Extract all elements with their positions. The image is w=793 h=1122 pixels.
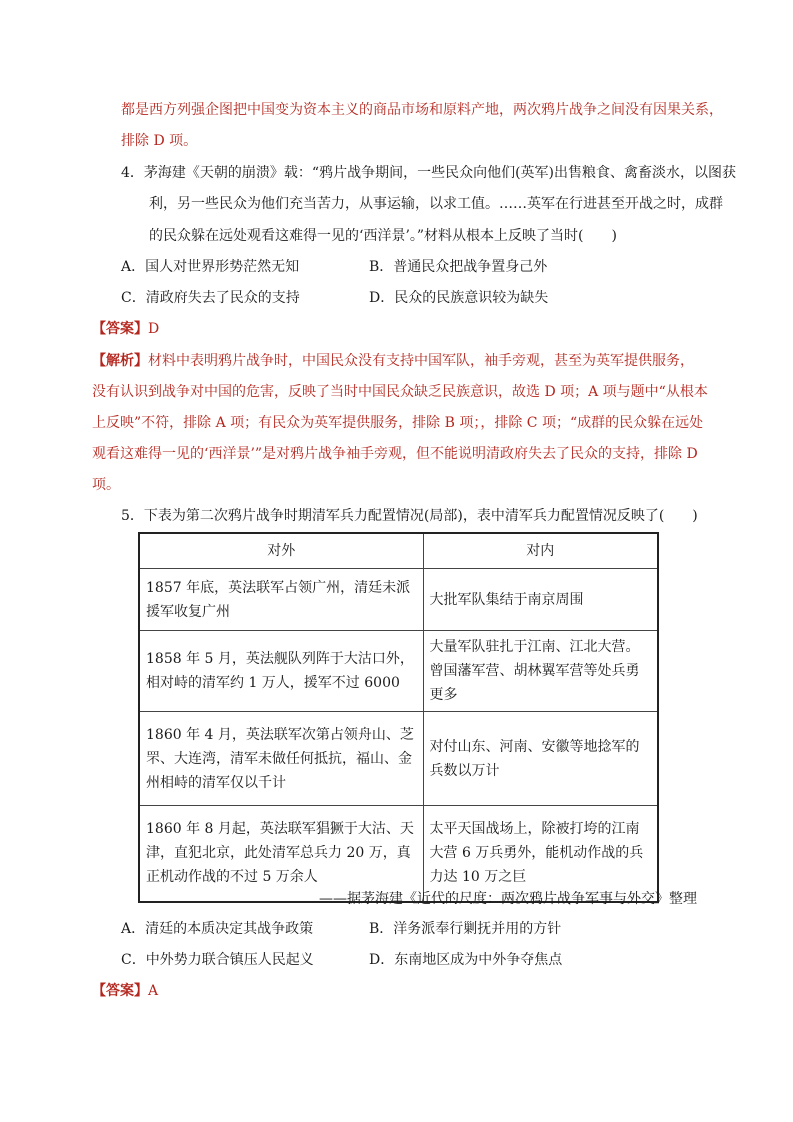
q5-option-b: B．洋务派奉行剿抚并用的方针 bbox=[369, 921, 562, 937]
q4-answer bbox=[92, 319, 159, 339]
table-row bbox=[139, 712, 658, 806]
table-header-internal: 对内 bbox=[423, 533, 658, 569]
q5-option-a: A．清廷的本质决定其战争政策 bbox=[121, 921, 314, 937]
q4-stem-line-1: 4．茅海建《天朝的崩溃》载：“鸦片战争期间，一些民众向他们(英军)出售粮食、禽畜淡水，以图获 bbox=[121, 165, 736, 181]
q5-option-d: D．东南地区成为中外争夺焦点 bbox=[369, 952, 563, 968]
table-row bbox=[139, 806, 658, 902]
q4-analysis-line-4: 观看这难得一见的‘西洋景’”是对鸦片战争袖手旁观，但不能说明清政府失去了民众的支持，排除 D bbox=[92, 446, 698, 462]
q4-analysis-line-2: 没有认识到战争对中国的危害，反映了当时中国民众缺乏民族意识，故选 D 项；A 项与题中“从根本 bbox=[92, 384, 708, 400]
q4-analysis-text-1: 材料中表明鸦片战争时，中国民众没有支持中国军队，袖手旁观，甚至为英军提供服务， bbox=[148, 353, 694, 369]
q5-stem: 5．下表为第二次鸦片战争时期清军兵力配置情况(局部)，表中清军兵力配置情况反映了( ) bbox=[121, 508, 698, 524]
q4-option-b: B．普通民众把战争置身己外 bbox=[369, 259, 548, 275]
q5-answer-label: 【答案】 bbox=[92, 983, 148, 999]
table-cell-external: 1857 年底，英法联军占领广州，清廷未派援军收复广州 bbox=[139, 569, 423, 631]
q4-stem-line-3: 的民众躲在远处观看这难得一见的‘西洋景’。”材料从根本上反映了当时( ) bbox=[149, 228, 617, 244]
q5-option-c: C．中外势力联合镇压人民起义 bbox=[121, 952, 314, 968]
table-row bbox=[139, 569, 658, 631]
prev-explanation-line-2: 排除 D 项。 bbox=[121, 133, 198, 149]
q5-answer bbox=[92, 981, 158, 1001]
table-header-row bbox=[139, 533, 658, 569]
q4-answer-value: D bbox=[148, 321, 160, 337]
table-cell-external: 1860 年 4 月，英法联军次第占领舟山、芝罘、大连湾，清军未做任何抵抗，福山、金州相峙的清军仅以千计 bbox=[139, 712, 423, 806]
q5-answer-value: A bbox=[148, 983, 159, 999]
q5-source: ——据茅海建《近代的尺度：两次鸦片战争军事与外交》整理 bbox=[319, 891, 697, 907]
table-cell-external: 1858 年 5 月，英法舰队列阵于大沽口外，相对峙的清军约 1 万人，援军不过 6000 bbox=[139, 631, 423, 712]
q4-option-d: D．民众的民族意识较为缺失 bbox=[369, 290, 549, 306]
q4-analysis-line-1 bbox=[92, 351, 694, 371]
q4-analysis-line-5: 项。 bbox=[92, 477, 120, 493]
table-cell-external: 1860 年 8 月起，英法联军猖獗于大沽、天津，直犯北京，此处清军总兵力 20 万，真正机动作战的不过 5 万余人 bbox=[139, 806, 423, 902]
table-cell-internal: 对付山东、河南、安徽等地捻军的兵数以万计 bbox=[423, 712, 658, 806]
table-cell-internal: 大批军队集结于南京周围 bbox=[423, 569, 658, 631]
q4-option-a: A．国人对世界形势茫然无知 bbox=[121, 259, 300, 275]
q4-analysis-label: 【解析】 bbox=[92, 353, 148, 369]
prev-explanation-line-1: 都是西方列强企图把中国变为资本主义的商品市场和原料产地，两次鸦片战争之间没有因果关系， bbox=[121, 102, 723, 118]
table-row bbox=[139, 631, 658, 712]
q4-answer-label: 【答案】 bbox=[92, 321, 148, 337]
q4-analysis-line-3: 上反映”不符，排除 A 项；有民众为英军提供服务，排除 B 项；，排除 C 项；“成群的民众躲在远处 bbox=[92, 415, 704, 431]
q5-table bbox=[138, 532, 659, 903]
q4-stem-line-2: 利，另一些民众为他们充当苦力，从事运输，以求工值。……英军在行进甚至开战之时，成群 bbox=[149, 196, 723, 212]
table-cell-internal: 大量军队驻扎于江南、江北大营。曾国藩军营、胡林翼军营等处兵勇更多 bbox=[423, 631, 658, 712]
table-cell-internal: 太平天国战场上，除被打垮的江南大营 6 万兵勇外，能机动作战的兵力达 10 万之巨 bbox=[423, 806, 658, 902]
table-header-external: 对外 bbox=[139, 533, 423, 569]
q4-option-c: C．清政府失去了民众的支持 bbox=[121, 290, 300, 306]
